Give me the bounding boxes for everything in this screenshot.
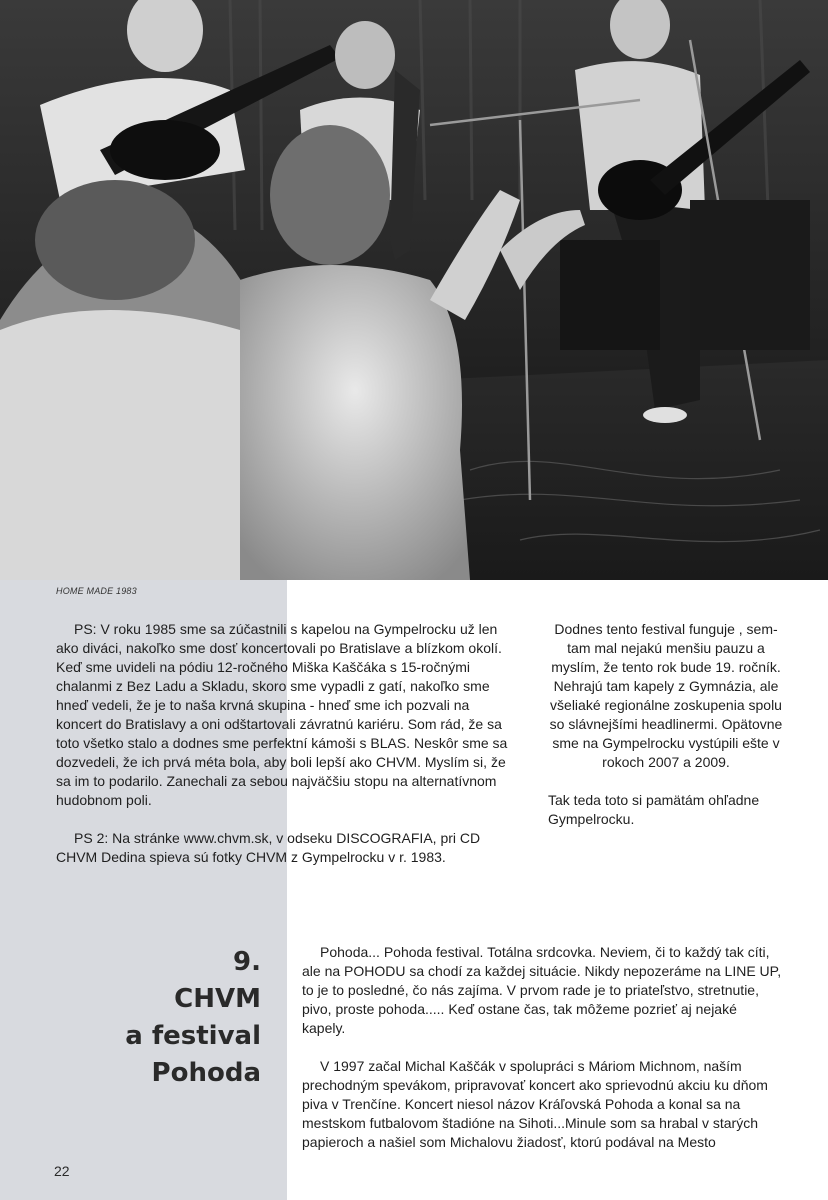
section-paragraph-1: Pohoda... Pohoda festival. Totálna srdcovka. Neviem, či to každý tak cíti, ale na POHODU sa chodí za každej situácie. Nikdy nepozeráme na LINE UP, to je to posledné, čo nás zajíma. V prvom rade je to priateľstvo, stretnutie, pivo, proste pohoda..... Keď ostane čas, tak môžeme pozrieť aj nejaké kapely. (302, 944, 782, 1036)
section-body-text (302, 943, 782, 1152)
section-title-line-3: Pohoda (151, 1058, 261, 1088)
photo-caption: HOME MADE 1983 (56, 586, 137, 596)
right-paragraph-2: Tak teda toto si pamätám ohľadne Gympelrocku. (548, 792, 760, 827)
section-title-line-1: CHVM (174, 984, 261, 1014)
page-number: 22 (54, 1163, 70, 1179)
left-paragraph-2: PS 2: Na stránke www.chvm.sk, v odseku DISCOGRAFIA, pri CD CHVM Dedina spieva sú fotky CHVM z Gympelrocku v r. 1983. (56, 830, 481, 865)
left-column-text (56, 620, 518, 867)
concert-photo (0, 0, 828, 580)
section-title-line-2: a festival (125, 1021, 261, 1051)
right-column-text (548, 620, 784, 829)
section-paragraph-2: V 1997 začal Michal Kaščák v spolupráci s Máriom Michnom, naším prechodným spevákom, pripravovať koncert ako sprievodnú akciu ku dňom piva v Trenčíne. Koncert niesol názov Kráľovská Pohoda a konal sa na mestskom futbalovom štadióne na Sihoti...Minule som sa hrabal v starých papieroch a našiel som Michalovu žiadosť, ktorú podával na Mesto (302, 1058, 768, 1150)
section-heading (100, 944, 261, 1092)
right-paragraph-1: Dodnes tento festival funguje , sem-tam mal nejakú menšiu pauzu a myslím, že tento rok bude 19. ročník. Nehrajú tam kapely z Gymnázia, ale všeliaké regionálne zoskupenia spolu so slávnejšími headlinermi. Opätovne sme na Gympelrocku vystúpili ešte v rokoch 2007 a 2009. (549, 621, 783, 770)
section-number: 9. (233, 947, 261, 977)
left-paragraph-1: PS: V roku 1985 sme sa zúčastnili s kapelou na Gympelrocku už len ako diváci, nakoľko sme dosť koncertovali po Bratislave a blízkom okolí. Keď sme uvideli na pódiu 12-ročného Miška Kaščáka s 15-ročnými chalanmi z Bez Ladu a Skladu, skoro sme vypadli z gatí, nakoľko sme hneď vedeli, že je to naša krvná skupina - hneď sme ich pozvali na koncert do Bratislavy a oni odštartovali závratnú kariéru. Som rád, že sa toto všetko stalo a dodnes sme perfektní kámoši s BLAS. Neskôr sme sa dozvedeli, že ich prvá méta bola, aby boli lepší ako CHVM. Myslím si, že sa im to podarilo. Zanechali za sebou najväčšiu stopu na alternatívnom hudobnom poli. (56, 621, 508, 808)
